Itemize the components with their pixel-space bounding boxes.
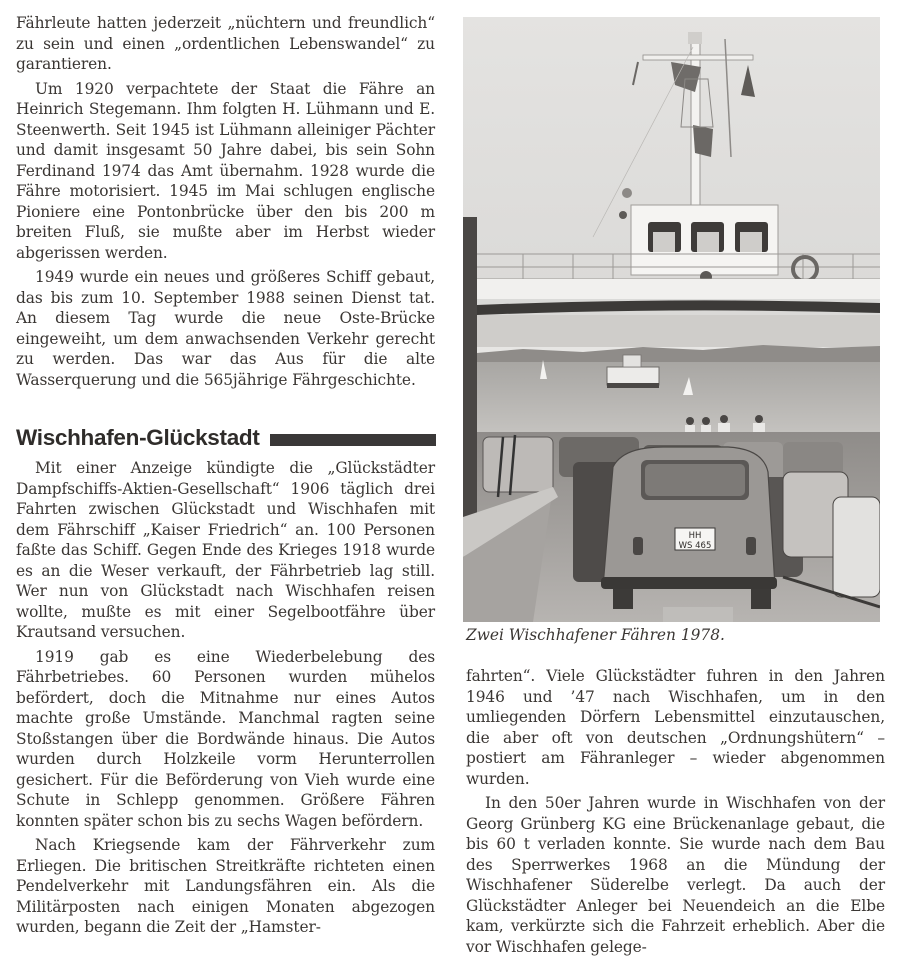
paragraph: In den 50er Jahren wurde in Wischhafen von der Georg Grünberg KG eine Brückenanlage gebaut, die bis 60 t verladen konnte. Sie wurde nach dem Bau des Sperrwerkes 1968 an die Mündung der Wischhafener Süderelbe verlegt. Da auch der Glückstädter Anleger bei Neuendeich an die Elbe kam, verkürzte sich die Fahrzeit erheblich. Aber die vor Wischhafen gelege- [466, 794, 885, 956]
paragraph: 1919 gab es eine Wiederbelebung des Fährbetriebes. 60 Personen wurden mühelos befördert, doch die Mitnahme nur eines Autos machte große Umstände. Manchmal ragten seine Stoßstangen über die Bordwände hinaus. Die Autos wurden durch Holzkeile vorm Herunterrollen gesichert. Für die Beförderung von Vieh wurde eine Schute in Schlepp genommen. Größere Fähren konnten später schon bis zu sechs Wagen befördern. [16, 647, 435, 830]
left-column [16, 13, 435, 390]
paragraph: Mit einer Anzeige kündigte die „Glückstädter Dampfschiffs-Aktien-Gesellschaft“ 1906 täglich drei Fahrten zwischen Glückstadt und Wischhafen mit dem Fährschiff „Kaiser Friedrich“ an. 100 Personen faßte das Schiff. Gegen Ende des Krieges 1918 wurde es an die Weser verkauft, der Fährbetrieb lag still. Wer nun von Glückstadt nach Wischhafen reisen wollte, mußte es mit einer Segelbootfähre über Krautsand versuchen. [16, 459, 435, 641]
left-column-section [16, 458, 435, 938]
paragraph: Nach Kriegsende kam der Fährverkehr zum Erliegen. Die britischen Streitkräfte richteten einen Pendelverkehr mit Landungsfähren ein. Als die Militärposten nach einigen Monaten abgezogen wurden, begann die Zeit der „Hamster- [16, 836, 435, 936]
section-heading [16, 424, 436, 452]
gate-post [463, 217, 477, 557]
wheelhouse [619, 205, 778, 283]
paragraph: 1949 wurde ein neues und größeres Schiff gebaut, das bis zum 10. September 1988 seinen Dienst tat. An diesem Tag wurde die neue Oste-Brücke eingeweiht, um dem anwachsenden Verkehr gerecht zu werden. Das war das Aus für die alte Wasserquerung und die 565jährige Fährgeschichte. [16, 268, 435, 389]
main-car [601, 447, 777, 609]
photo-caption: Zwei Wischhafener Fähren 1978. [466, 626, 725, 644]
right-column [466, 666, 885, 957]
ferry-bow [477, 279, 880, 299]
ferry-photo [463, 17, 880, 622]
section-title: Wischhafen-Glückstadt [16, 425, 260, 450]
shoreline [477, 345, 880, 362]
ferry-photo-drawing [463, 17, 880, 622]
license-plate-line1: HH [688, 531, 702, 541]
river [477, 362, 880, 432]
paragraph: Um 1920 verpachtete der Staat die Fähre an Heinrich Stegemann. Ihm folgten H. Lühmann und E. Steenwerth. Seit 1945 ist Lühmann alleiniger Pächter und damit insgesamt 50 Jahre dabei, bis sein Sohn Ferdinand 1974 das Amt übernahm. 1928 wurde die Fähre motorisiert. 1945 im Mai schlugen englische Pioniere eine Pontonbrücke über den bis 200 m breiten Fluß, sie mußte aber im Herbst wieder abgerissen werden. [16, 79, 435, 262]
paragraph: fahrten“. Viele Glückstädter fuhren in den Jahren 1946 und ’47 nach Wischhafen, um in den umliegenden Dörfern Lebensmittel einzutauschen, die aber oft von deutschen „Ordnungshütern“ – postiert am Fähranleger – wieder abgenommen wurden. [466, 667, 885, 788]
heading-rule [270, 434, 436, 446]
license-plate-line2: WS 465 [678, 541, 712, 551]
paragraph: Fährleute hatten jederzeit „nüchtern und freundlich“ zu sein und einen „ordentlichen Lebenswandel“ zu garantieren. [16, 14, 435, 73]
